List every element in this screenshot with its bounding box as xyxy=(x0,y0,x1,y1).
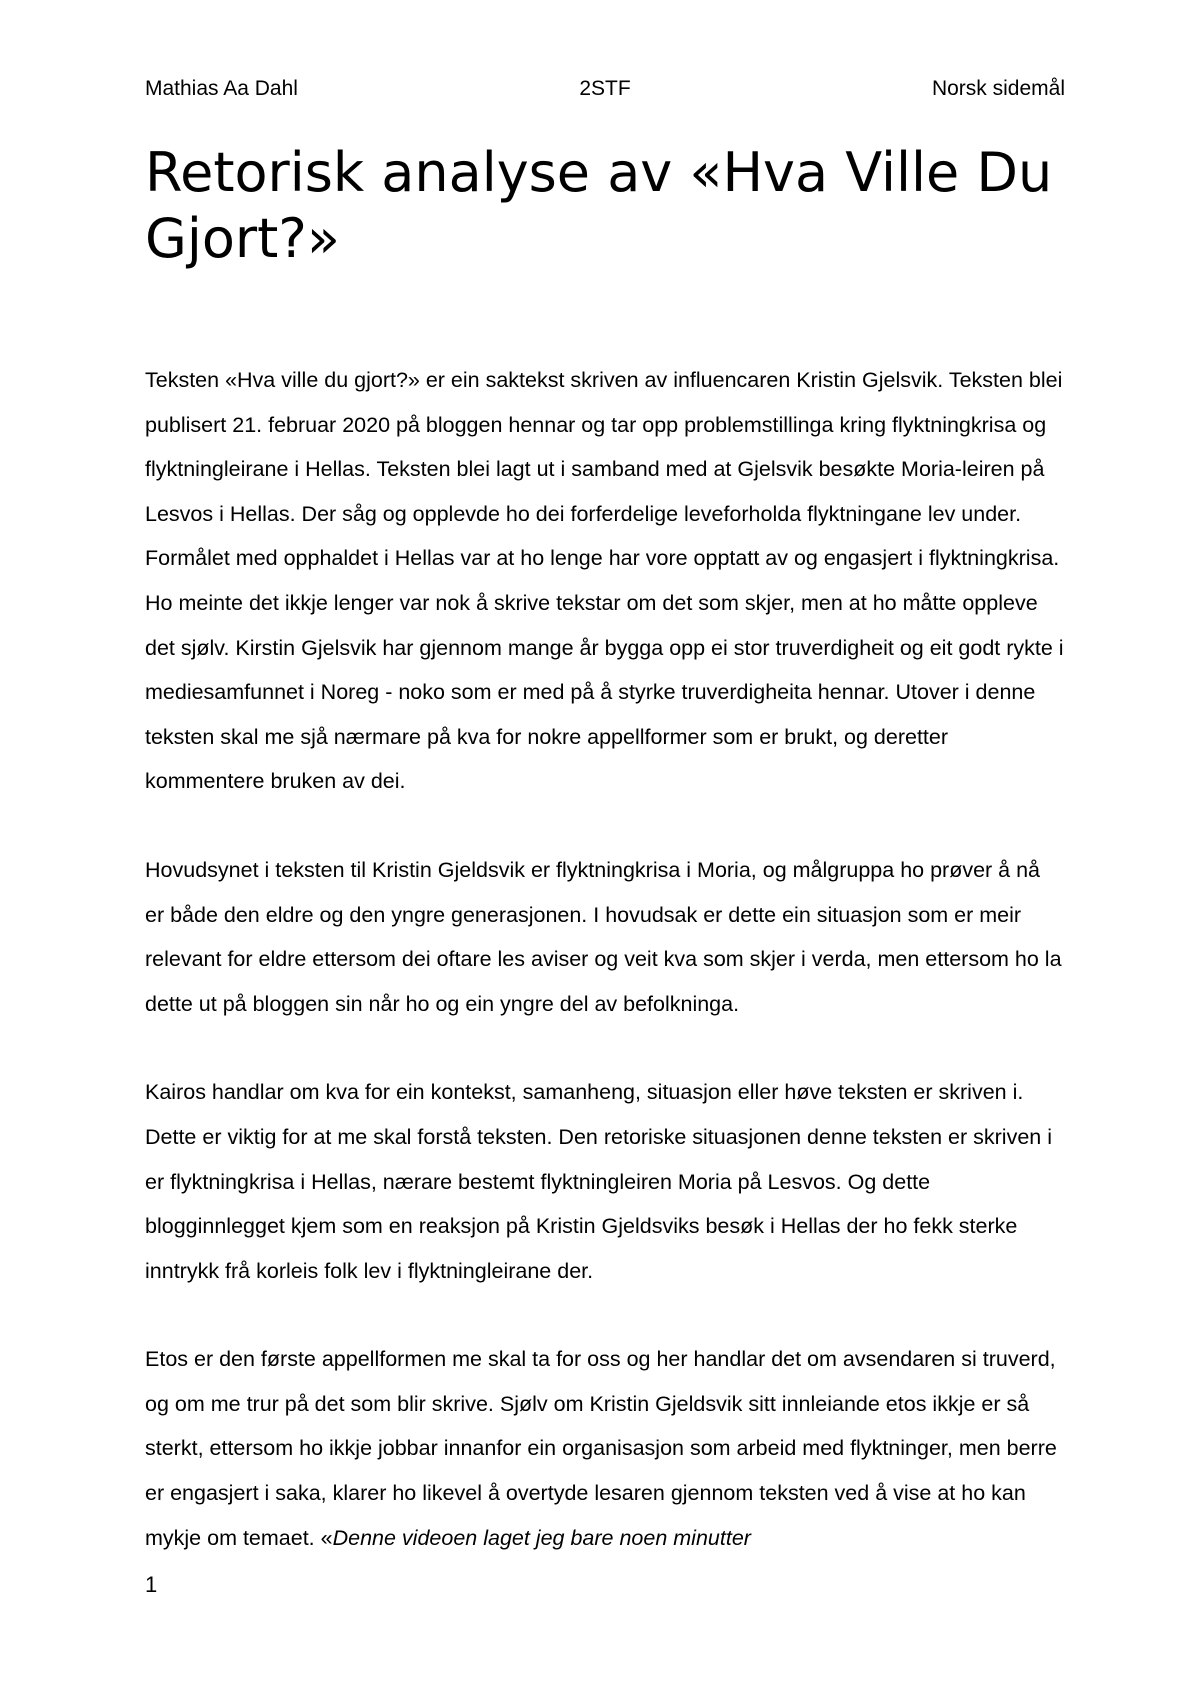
paragraph-etos xyxy=(145,1337,1065,1560)
paragraph-introduction: Teksten «Hva ville du gjort?» er ein saktekst skriven av influencaren Kristin Gjelsvik. Teksten blei publisert 21. februar 2020 på bloggen hennar og tar opp problemstillinga kring flyktningkrisa og flyktningleirane i Hellas. Teksten blei lagt ut i samband med at Gjelsvik besøkte Moria-leiren på Lesvos i Hellas. Der såg og opplevde ho dei forferdelige leveforholda flyktningane lev under. Formålet med opphaldet i Hellas var at ho lenge har vore opptatt av og engasjert i flyktningkrisa. Ho meinte det ikkje lenger var nok å skrive tekstar om det som skjer, men at ho måtte oppleve det sjølv. Kirstin Gjelsvik har gjennom mange år bygga opp ei stor truverdigheit og eit godt rykte i mediesamfunnet i Noreg - noko som er med på å styrke truverdigheita hennar. Utover i denne teksten skal me sjå nærmare på kva for nokre appellformer som er brukt, og deretter kommentere bruken av dei. xyxy=(145,368,1064,794)
paragraph-main-view: Hovudsynet i teksten til Kristin Gjeldsvik er flyktningkrisa i Moria, og målgruppa ho prøver å nå er både den eldre og den yngre generasjonen. I hovudsak er dette ein situasjon som er meir relevant for eldre ettersom dei oftare les aviser og veit kva som skjer i verda, men ettersom ho la dette ut på bloggen sin når ho og ein yngre del av befolkninga. xyxy=(145,857,1062,1016)
document-title: Retorisk analyse av «Hva Ville Du Gjort?» xyxy=(145,141,1053,270)
paragraph-kairos: Kairos handlar om kva for ein kontekst, samanheng, situasjon eller høve teksten er skriven i. Dette er viktig for at me skal forstå teksten. Den retoriske situasjonen denne teksten er skriven i er flyktningkrisa i Hellas, nærare bestemt flyktningleiren Moria på Lesvos. Og dette blogginnlegget kjem som en reaksjon på Kristin Gjeldsviks besøk i Hellas der ho fekk sterke inntrykk frå korleis folk lev i flyktningleirane der. xyxy=(145,1080,1052,1283)
page-number: 1 xyxy=(145,1572,158,1597)
header-author: Mathias Aa Dahl xyxy=(145,77,298,100)
paragraph-etos-text: Etos er den første appellformen me skal ta for oss og her handlar det om avsendaren si truverd, og om me trur på det som blir skrive. Sjølv om Kristin Gjeldsvik sitt innleiande etos ikkje er så sterkt, ettersom ho ikkje jobbar innanfor ein organisasjon som arbeid med flyktninger, men berre er engasjert i saka, klarer ho likevel å overtyde lesaren gjennom teksten ved å vise at ho kan mykje om temaet. « xyxy=(145,1347,1057,1550)
page-header xyxy=(145,74,1065,104)
header-class: 2STF xyxy=(579,77,631,100)
document-body xyxy=(145,358,1065,1560)
quote-text: Denne videoen laget jeg bare noen minutter xyxy=(332,1525,751,1550)
header-subject: Norsk sidemål xyxy=(931,77,1065,100)
